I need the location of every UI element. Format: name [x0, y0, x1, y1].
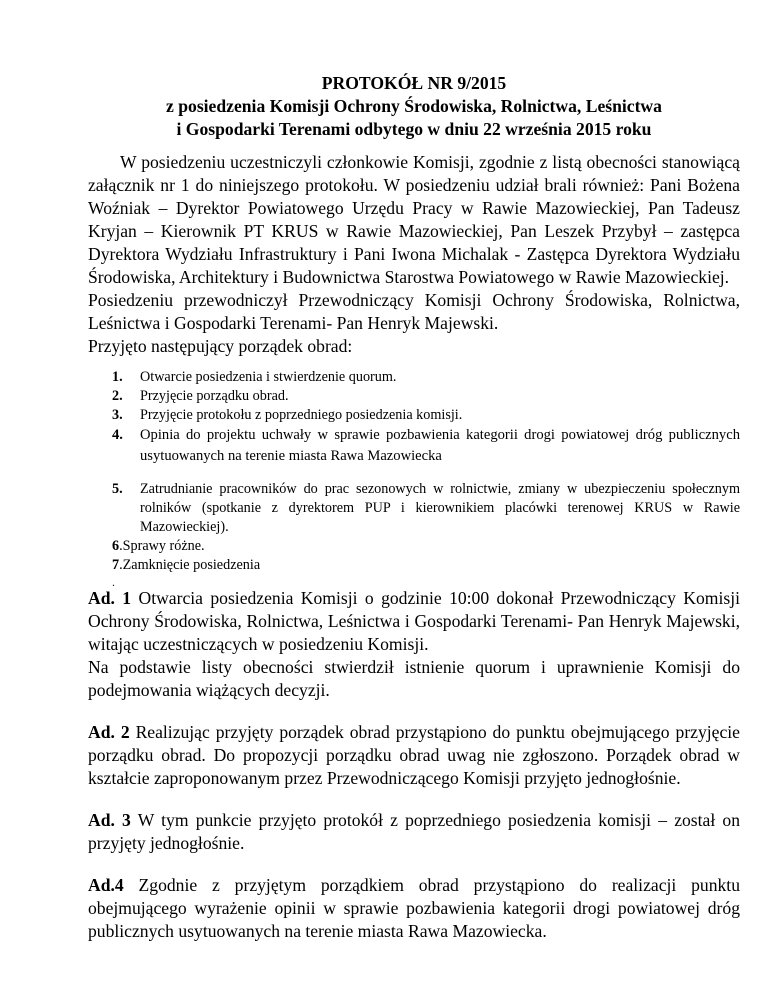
agenda-item-number: 6 [112, 538, 120, 554]
agenda-item-number: 1. [112, 369, 123, 385]
section-label: Ad. 1 [88, 588, 132, 608]
section-ad-2 [88, 721, 740, 790]
intro-paragraph: W posiedzeniu uczestniczyli członkowie Komisji, zgodnie z listą obecności stanowiącą załącznik nr 1 do niniejszego protokołu. W posiedzeniu udział brali również: Pani Bożena Woźniak – Dyrektor Powiatowego Urzędu Pracy w Rawie Mazowieckiej, Pan Tadeusz Kryjan – Kierownik PT KRUS w Rawie Mazowieckiej, Pan Leszek Przybył – zastępca Dyrektora Wydziału Infrastruktury i Pani Iwona Michalak - Zastępca Dyrektora Wydziału Środowiska, Architektury i Budownictwa Starostwa Powiatowego w Rawie Mazowieckiej. [88, 152, 740, 287]
agenda-item-number: 3. [112, 407, 123, 423]
agenda-item-number: 7 [112, 557, 120, 573]
agenda-item-text: Zatrudnianie pracowników do prac sezonowych w rolnictwie, zmiany w ubezpieczeniu społecznym rolników (spotkanie z dyrektorem PUP i kierownikiem placówki terenowej KRUS w Rawie Mazowieckiej). [140, 481, 740, 535]
agenda-item [88, 425, 740, 480]
agenda-item-text: Przyjęcie protokołu z poprzedniego posiedzenia komisji. [140, 407, 463, 423]
agenda-item [88, 480, 740, 537]
section-ad-3 [88, 809, 740, 855]
chair-paragraph: Posiedzeniu przewodniczył Przewodniczący Komisji Ochrony Środowiska, Rolnictwa, Leśnictwa i Gospodarki Terenami- Pan Henryk Majewski. [88, 290, 740, 333]
agenda-item-number: 2. [112, 388, 123, 404]
section-text: Zgodnie z przyjętym porządkiem obrad przystąpiono do realizacji punktu obejmującego wyrażenie opinii w sprawie pozbawienia kategorii drogi powiatowej dróg publicznych usytuowanych na terenie miasta Rawa Mazowiecka. [88, 875, 740, 941]
section-label: Ad. 3 [88, 810, 131, 830]
title-line-1: PROTOKÓŁ NR 9/2015 [321, 73, 507, 93]
section-text: W tym punkcie przyjęto protokół z poprzedniego posiedzenia komisji – został on przyjęty jednogłośnie. [88, 810, 740, 853]
agenda-item-extra [88, 537, 740, 556]
agenda-item [88, 368, 740, 387]
agenda-item-text: .Sprawy różne. [119, 538, 205, 554]
section-ad-4 [88, 874, 740, 943]
agenda-item-text: .Zamknięcie posiedzenia [119, 557, 261, 573]
agenda-item [88, 406, 740, 425]
section-ad-1 [88, 587, 740, 656]
section-text: Otwarcia posiedzenia Komisji o godzinie 10:00 dokonał Przewodniczący Komisji Ochrony Środowiska, Rolnictwa, Leśnictwa i Gospodarki Terenami- Pan Henryk Majewski, witając uczestniczących w posiedzeniu Komisji. [88, 588, 740, 654]
section-text: Realizując przyjęty porządek obrad przystąpiono do punktu obejmującego przyjęcie porządku obrad. Do propozycji porządku obrad uwag nie zgłoszono. Porządek obrad w kształcie zaproponowanym przez Przewodniczącego Komisji przyjęto jednogłośnie. [88, 722, 740, 788]
agenda-item-number: 5. [112, 481, 123, 497]
agenda-item [88, 387, 740, 406]
agenda-item-number: 4. [112, 427, 123, 443]
agenda-item-text: Otwarcie posiedzenia i stwierdzenie quorum. [140, 369, 397, 385]
section-label: Ad. 2 [88, 722, 130, 742]
agenda-item-text: Opinia do projektu uchwały w sprawie pozbawienia kategorii drogi powiatowej dróg publicznych usytuowanych na terenie miasta Rawa Mazowiecka [140, 427, 740, 464]
section-ad-1-extra: Na podstawie listy obecności stwierdził istnienie quorum i uprawnienie Komisji do podejmowania wiążących decyzji. [88, 657, 740, 700]
agenda-item-text: Przyjęcie porządku obrad. [140, 388, 289, 404]
document-page [88, 72, 740, 943]
title-line-3: i Gospodarki Terenami odbytego w dniu 22 września 2015 roku [176, 119, 652, 139]
section-label: Ad.4 [88, 875, 124, 895]
agenda-intro: Przyjęto następujący porządek obrad: [88, 336, 353, 356]
agenda-item-extra [88, 556, 740, 575]
protocol-title [88, 72, 740, 141]
stray-dot: . [112, 575, 115, 589]
title-line-2: z posiedzenia Komisji Ochrony Środowiska, Rolnictwa, Leśnictwa [166, 96, 662, 116]
agenda-list [88, 368, 740, 537]
